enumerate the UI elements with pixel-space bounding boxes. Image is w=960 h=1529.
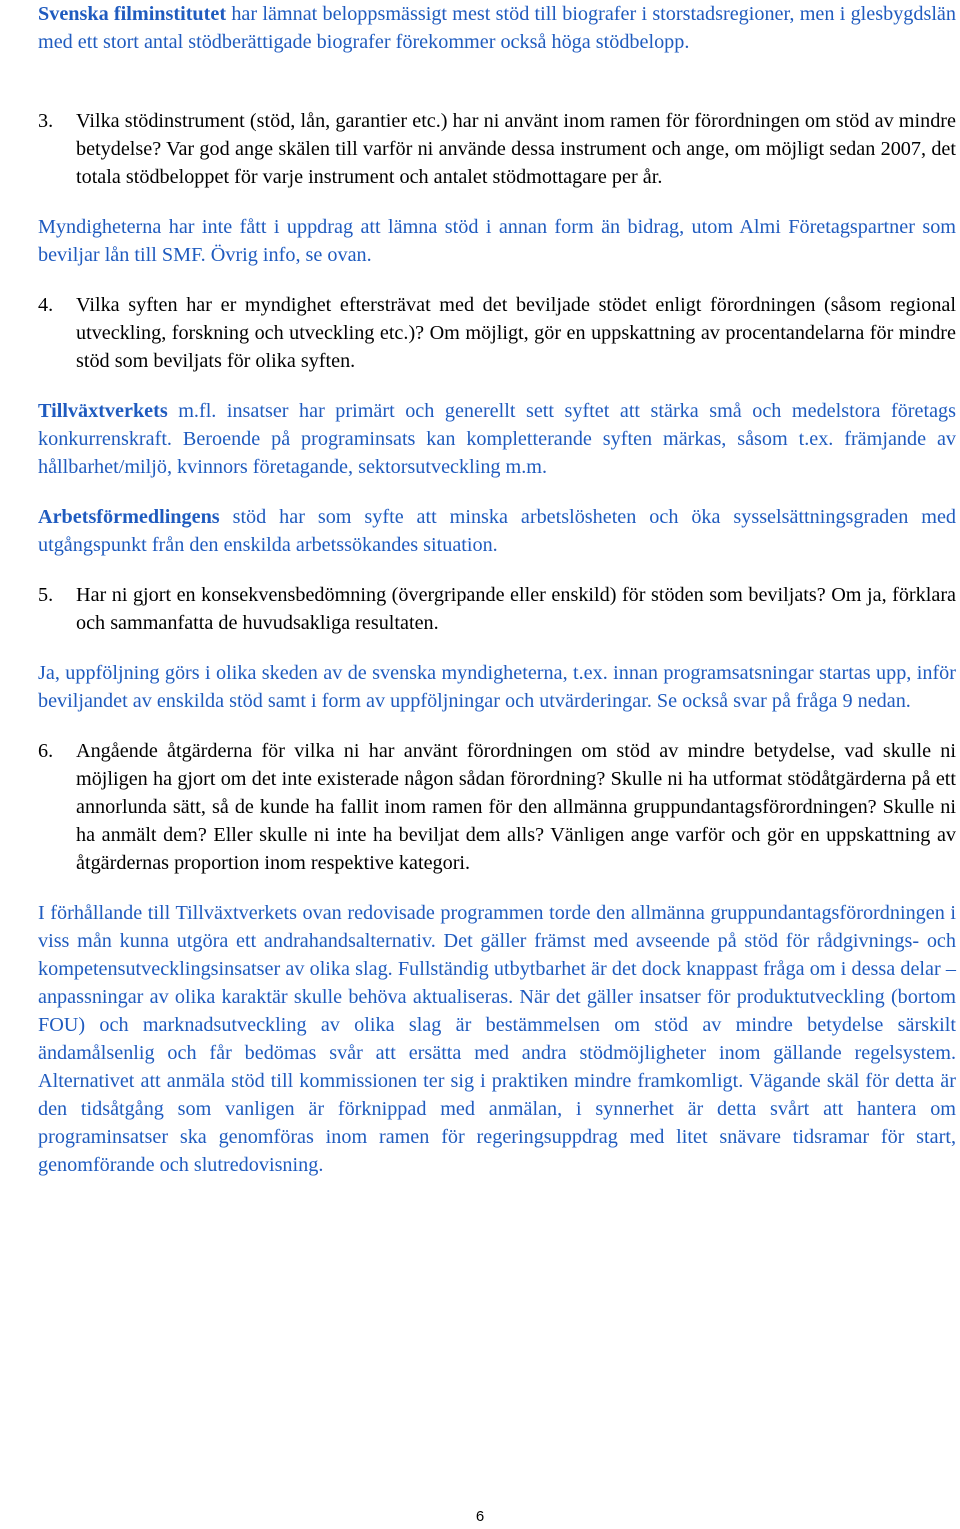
- question-4: [38, 291, 956, 375]
- question-text: Vilka syften har er myndighet eftersträvat med det beviljade stödet enligt förordningen (såsom regional utveckling, forskning och utveckling etc.)? Om möjligt, gör en uppskattning av procentandelarna för mindre stöd som beviljats för olika syften.: [76, 294, 956, 372]
- answer-text: m.fl. insatser har primärt och generellt sett syftet att stärka små och medelstora företags konkurrenskraft. Beroende på programinsats kan kompletterande syften märkas, såsom t.ex. främjande av hållbarhet/miljö, kvinnors företagande, sektorsutveckling m.m.: [38, 400, 956, 478]
- page-number: 6: [475, 1508, 485, 1525]
- answer-text: I förhållande till Tillväxtverkets ovan redovisade programmen torde den allmänna gruppundantagsförordningen i viss mån kunna utgöra ett andrahandsalternativ. Det gäller främst med avseende på stöd för rådgivnings- och kompetensutvecklingsinsatser av olika slag. Fullständig utbytbarhet är det dock knappast fråga om i dessa delar – anpassningar av olika karaktär skulle behöva aktualiseras. När det gäller insatser för produktutveckling (bortom FOU) och marknadsutveckling av olika slag är bestämmelsen om stöd av mindre betydelse särskilt ändamålsenlig och får bedömas svår att ersätta med andra stödmöjligheter inom gällande regelsystem. Alternativet att anmäla stöd till kommissionen ter sig i praktiken mindre framkomligt. Vägande skäl för detta är den tidsåtgång som vanligen är förknippad med anmälan, i synnerhet är detta svårt att hantera om programinsatser ska genomföras inom ramen för regeringsuppdrag med litet snävare tidsramar för start, genomförande och slutredovisning.: [38, 902, 956, 1176]
- answer-text: har lämnat beloppsmässigt mest stöd till biografer i storstadsregioner, men i glesbygdslän med ett stort antal stödberättigade biografer förekommer också höga stödbelopp.: [38, 3, 956, 53]
- question-number: 6.: [38, 740, 54, 762]
- answer-text: Myndigheterna har inte fått i uppdrag att lämna stöd i annan form än bidrag, utom Almi Företagspartner som beviljar lån till SMF. Övrig info, se ovan.: [38, 216, 956, 266]
- agency-name: Svenska filminstitutet: [38, 3, 227, 25]
- agency-name: Arbetsförmedlingens: [38, 506, 220, 528]
- answer-text: Ja, uppföljning görs i olika skeden av de svenska myndigheterna, t.ex. innan programsatsningar startas upp, inför beviljandet av enskilda stöd samt i form av uppföljningar och utvärderingar. Se också svar på fråga 9 nedan.: [38, 662, 956, 712]
- question-text: Har ni gjort en konsekvensbedömning (övergripande eller enskild) för stöden som beviljats? Om ja, förklara och sammanfatta de huvudsakliga resultaten.: [76, 584, 956, 634]
- document-body: [38, 0, 956, 1179]
- question-number: 5.: [38, 584, 54, 606]
- answer-paragraph-6: [38, 899, 956, 1179]
- answer-paragraph-4b: [38, 503, 956, 559]
- question-number: 4.: [38, 294, 54, 316]
- question-5: [38, 581, 956, 637]
- answer-text: stöd har som syfte att minska arbetslösheten och öka sysselsättningsgraden med utgångspunkt från den enskilda arbetssökandes situation.: [38, 506, 956, 556]
- answer-paragraph-3: [38, 213, 956, 269]
- question-number: 3.: [38, 110, 54, 132]
- answer-paragraph-5: [38, 659, 956, 715]
- answer-paragraph-4a: [38, 397, 956, 481]
- question-text: Vilka stödinstrument (stöd, lån, garantier etc.) har ni använt inom ramen för förordningen om stöd av mindre betydelse? Var god ange skälen till varför ni använde dessa instrument och ange, om möjligt sedan 2007, det totala stödbeloppet för varje instrument och antalet stödmottagare per år.: [76, 110, 956, 188]
- agency-name: Tillväxtverkets: [38, 400, 168, 422]
- answer-paragraph-intro: [38, 0, 956, 56]
- question-text: Angående åtgärderna för vilka ni har använt förordningen om stöd av mindre betydelse, vad skulle ni möjligen ha gjort om det inte existerade någon sådan förordning? Skulle ni ha utformat stödåtgärderna på ett annorlunda sätt, så de kunde ha fallit inom ramen för den allmänna gruppundantagsförordningen? Skulle ni ha anmält dem? Eller skulle ni inte ha beviljat dem alls? Vänligen ange varför och gör en uppskattning av åtgärdernas proportion inom respektive kategori.: [76, 740, 956, 874]
- question-3: [38, 107, 956, 191]
- question-6: [38, 737, 956, 877]
